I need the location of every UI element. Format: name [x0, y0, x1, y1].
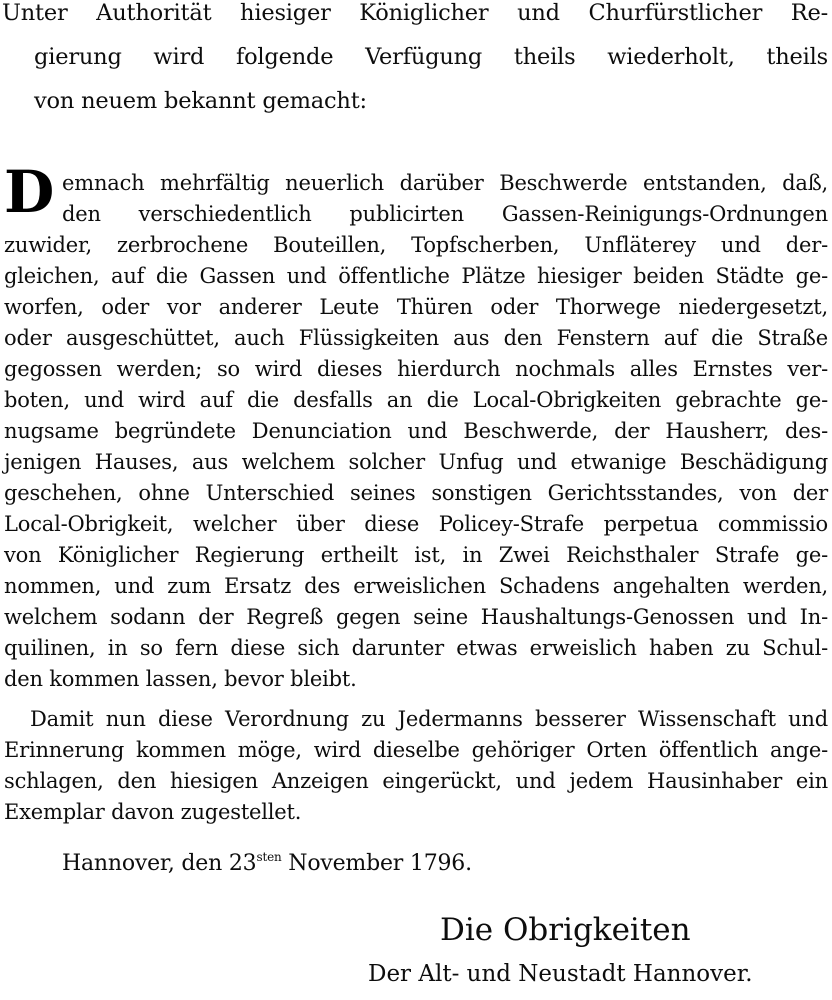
main-line: gegossen werden; so wird dieses hierdurch nochmals alles Ernstes ver- [4, 357, 828, 381]
dateline [62, 842, 472, 879]
main-line: zuwider, zerbrochene Bouteillen, Topfscherben, Unfläterey und der- [4, 233, 828, 257]
main-line: nommen, und zum Ersatz des erweislichen Schadens angehalten werden, [4, 574, 828, 598]
main-line: jenigen Hauses, aus welchem solcher Unfug und etwanige Beschädigung [4, 450, 828, 474]
main-line: Local-Obrigkeit, welcher über diese Policey-Strafe perpetua commissio [4, 512, 828, 536]
main-line: quilinen, in so fern diese sich darunter etwas erweislich haben zu Schul- [4, 636, 828, 660]
intro-line: von neuem bekannt gemacht: [34, 88, 367, 114]
main-line: nugsame begründete Denunciation und Beschwerde, der Hausherr, des- [4, 419, 828, 443]
signature-title: Die Obrigkeiten [440, 912, 691, 948]
drop-initial: D [4, 158, 55, 226]
main-line: worfen, oder vor anderer Leute Thüren oder Thorwege niedergesetzt, [4, 295, 828, 319]
dateline-prefix: Hannover, den 23 [62, 851, 257, 876]
dateline-suffix: November 1796. [281, 851, 472, 876]
signature-subtitle: Der Alt- und Neustadt Hannover. [368, 961, 753, 987]
main-line: welchem sodann der Regreß gegen seine Haushaltungs-Genossen und In- [4, 605, 828, 629]
main-line: oder ausgeschüttet, auch Flüssigkeiten aus den Fenstern auf die Straße [4, 326, 828, 350]
main-line: geschehen, ohne Unterschied seines sonstigen Gerichtsstandes, von der [4, 481, 828, 505]
second-line: schlagen, den hiesigen Anzeigen eingerückt, und jedem Hausinhaber ein [4, 769, 828, 793]
main-line: den verschiedentlich publicirten Gassen-Reinigungs-Ordnungen [62, 202, 828, 226]
main-line: emnach mehrfältig neuerlich darüber Beschwerde entstanden, daß, [62, 171, 828, 195]
main-line: den kommen lassen, bevor bleibt. [4, 667, 357, 691]
second-line: Damit nun diese Verordnung zu Jedermanns besserer Wissenschaft und [30, 707, 828, 731]
second-line: Exemplar davon zugestellet. [4, 800, 302, 824]
intro-line: gierung wird folgende Verfügung theils wiederholt, theils [34, 44, 828, 70]
main-line: von Königlicher Regierung ertheilt ist, in Zwei Reichsthaler Strafe ge- [4, 543, 828, 567]
main-line: boten, und wird auf die desfalls an die Local-Obrigkeiten gebrachte ge- [4, 388, 828, 412]
second-line: Erinnerung kommen möge, wird dieselbe gehöriger Orten öffentlich ange- [4, 738, 828, 762]
main-line: gleichen, auf die Gassen und öffentliche Plätze hiesiger beiden Städte ge- [4, 264, 828, 288]
dateline-superscript: sten [256, 850, 282, 864]
intro-line: Unter Authorität hiesiger Königlicher und Churfürstlicher Re- [2, 0, 828, 26]
